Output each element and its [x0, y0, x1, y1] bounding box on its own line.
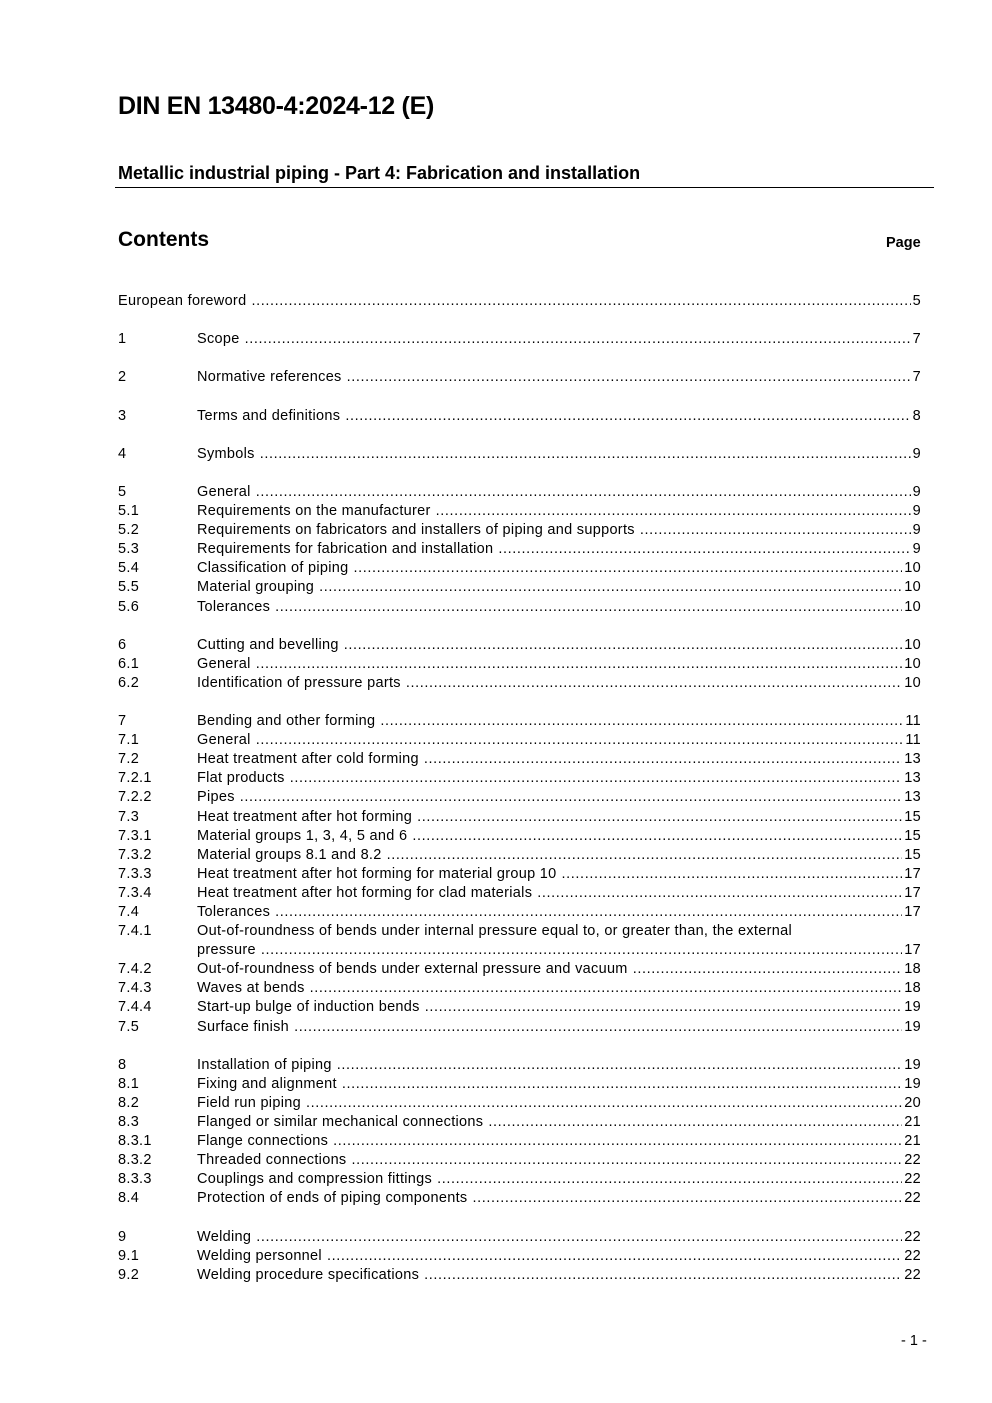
toc-entry[interactable]	[118, 979, 921, 998]
toc-dot-leader	[562, 865, 903, 884]
toc-entry-number: 7.1	[118, 732, 140, 749]
toc-entry[interactable]	[118, 750, 921, 769]
toc-entry[interactable]	[118, 827, 921, 846]
toc-entry[interactable]	[118, 1189, 921, 1208]
toc-entry-title: Flange connections	[197, 1133, 329, 1150]
toc-entry-title: Requirements on fabricators and installers of piping and supports	[197, 522, 635, 539]
toc-dot-leader	[310, 979, 903, 998]
toc-entry-page: 18	[904, 980, 921, 997]
toc-entry[interactable]	[118, 1018, 921, 1037]
toc-entry-page: 8	[912, 407, 921, 424]
toc-dot-leader	[251, 292, 910, 311]
toc-entry-page: 19	[904, 999, 921, 1016]
toc-dot-leader	[353, 559, 902, 578]
toc-entry-page: 22	[904, 1247, 921, 1264]
toc-entry-title: Field run piping	[197, 1094, 301, 1111]
toc-entry-number: 6	[118, 636, 127, 653]
toc-entry-page: 7	[912, 331, 921, 348]
toc-entry[interactable]	[118, 884, 921, 903]
toc-entry[interactable]	[118, 445, 921, 464]
toc-entry-number: 5.1	[118, 503, 140, 520]
toc-entry-number: 7.4.2	[118, 961, 152, 978]
toc-dot-leader	[275, 598, 902, 617]
toc-entry-number: 9.2	[118, 1266, 140, 1283]
toc-entry-page: 17	[904, 884, 921, 901]
toc-entry-number: 8.3.2	[118, 1152, 152, 1169]
toc-entry-page: 13	[904, 789, 921, 806]
toc-entry-title: Tolerances	[197, 904, 271, 920]
toc-entry[interactable]	[118, 788, 921, 807]
toc-entry[interactable]	[118, 521, 921, 540]
toc-entry[interactable]	[118, 712, 921, 731]
toc-entry[interactable]	[118, 1170, 921, 1189]
toc-entry-number: 8.3.1	[118, 1133, 152, 1150]
toc-entry[interactable]	[118, 407, 921, 426]
toc-entry-number: 7.2	[118, 751, 140, 768]
toc-entry[interactable]	[118, 1247, 921, 1266]
toc-entry[interactable]	[118, 655, 921, 674]
toc-entry-number: 7.4	[118, 904, 140, 920]
toc-entry-number: 7.3.4	[118, 884, 152, 901]
page-column-label: Page	[886, 235, 921, 251]
toc-entry[interactable]	[118, 636, 921, 655]
toc-entry-number: 7	[118, 713, 127, 730]
toc-entry-number: 7.3.3	[118, 865, 152, 882]
toc-entry-page: 17	[904, 904, 921, 920]
toc-dot-leader	[633, 960, 903, 979]
toc-dot-leader	[352, 1151, 903, 1170]
toc-entry-title: Out-of-roundness of bends under external pressure and vacuum	[197, 961, 628, 978]
toc-entry-number: 7.2.1	[118, 770, 152, 787]
toc-dot-leader	[425, 998, 903, 1017]
toc-entry-title: Welding procedure specifications	[197, 1266, 420, 1283]
toc-entry-title: European foreword	[118, 293, 247, 309]
toc-entry-title: Requirements for fabrication and installation	[197, 541, 494, 558]
toc-entry-number: 6.2	[118, 674, 140, 691]
toc-entry-title: Material grouping	[197, 579, 315, 596]
toc-entry[interactable]	[118, 483, 921, 502]
toc-entry-page: 11	[905, 732, 921, 749]
toc-entry[interactable]	[118, 292, 921, 311]
toc-entry[interactable]	[118, 578, 921, 597]
toc-dot-leader	[240, 788, 902, 807]
toc-entry[interactable]	[118, 731, 921, 750]
toc-entry-title: Welding personnel	[197, 1247, 322, 1264]
toc-entry-number: 5.5	[118, 579, 140, 596]
toc-entry-page: 18	[904, 961, 921, 978]
toc-entry-number: 7.5	[118, 1018, 140, 1035]
contents-heading: Contents	[118, 228, 209, 251]
toc-entry-number: 5.2	[118, 522, 140, 539]
toc-entry-page: 22	[904, 1152, 921, 1169]
toc-entry[interactable]	[118, 1151, 921, 1170]
toc-dot-leader	[437, 1170, 902, 1189]
toc-entry-page: 9	[912, 522, 921, 539]
toc-entry-title: Fixing and alignment	[197, 1075, 337, 1092]
toc-dot-leader	[256, 1228, 902, 1247]
page-number: - 1 -	[901, 1333, 927, 1349]
toc-dot-leader	[337, 1056, 902, 1075]
toc-entry-number: 9.1	[118, 1247, 140, 1264]
toc-entry-number: 2	[118, 369, 127, 386]
toc-entry[interactable]	[118, 1132, 921, 1151]
toc-entry-page: 7	[912, 369, 921, 386]
toc-entry-number: 9	[118, 1228, 127, 1245]
toc-entry-number: 4	[118, 445, 127, 462]
toc-dot-leader	[294, 1018, 902, 1037]
toc-entry-page: 10	[904, 579, 921, 596]
toc-dot-leader	[488, 1113, 902, 1132]
document-id: DIN EN 13480-4:2024-12 (E)	[118, 92, 434, 120]
toc-dot-leader	[537, 884, 902, 903]
toc-entry-number: 7.3	[118, 808, 140, 825]
toc-entry-page: 10	[904, 636, 921, 653]
toc-entry-page: 9	[912, 503, 921, 520]
toc-entry-page: 19	[904, 1075, 921, 1092]
toc-entry-title: Identification of pressure parts	[197, 674, 401, 691]
toc-entry-number: 7.3.1	[118, 827, 152, 844]
toc-entry-title: General	[197, 655, 251, 672]
toc-dot-leader	[436, 502, 911, 521]
toc-dot-leader	[498, 540, 910, 559]
toc-entry[interactable]	[118, 1075, 921, 1094]
toc-entry-number: 6.1	[118, 655, 140, 672]
toc-entry-page: 9	[912, 445, 921, 462]
toc-entry-page: 10	[904, 560, 921, 577]
toc-entry[interactable]	[118, 808, 921, 827]
toc-dot-leader	[345, 407, 910, 426]
toc-entry[interactable]	[118, 865, 921, 884]
toc-dot-leader	[319, 578, 902, 597]
toc-entry-title: Material groups 1, 3, 4, 5 and 6	[197, 827, 408, 844]
toc-entry-page: 15	[904, 846, 921, 863]
toc-entry-title: Couplings and compression fittings	[197, 1171, 433, 1188]
toc-entry-page: 22	[904, 1228, 921, 1245]
toc-entry-number: 8.3	[118, 1114, 140, 1131]
table-of-contents	[118, 292, 921, 1285]
toc-dot-leader	[417, 808, 902, 827]
toc-entry-page: 10	[904, 598, 921, 615]
toc-entry-page: 5	[912, 293, 921, 309]
toc-entry-number: 5.4	[118, 560, 140, 577]
toc-entry-title: Normative references	[197, 369, 342, 386]
toc-dot-leader	[275, 903, 902, 922]
toc-entry-title: Classification of piping	[197, 560, 349, 577]
toc-dot-leader	[333, 1132, 902, 1151]
document-subtitle: Metallic industrial piping - Part 4: Fabrication and installation	[118, 163, 641, 183]
toc-dot-leader	[472, 1189, 902, 1208]
toc-entry-page: 20	[904, 1094, 921, 1111]
toc-dot-leader	[245, 330, 911, 349]
toc-entry-number: 7.2.2	[118, 789, 152, 806]
toc-entry-title: Installation of piping	[197, 1056, 332, 1073]
toc-entry-title: Scope	[197, 331, 240, 348]
toc-dot-leader	[344, 636, 903, 655]
toc-dot-leader	[380, 712, 903, 731]
toc-entry-title: Welding	[197, 1228, 252, 1245]
toc-entry-title: Start-up bulge of induction bends	[197, 999, 420, 1016]
toc-entry[interactable]	[118, 674, 921, 693]
toc-entry[interactable]	[118, 769, 921, 788]
toc-entry-title: Symbols	[197, 445, 255, 462]
toc-entry-number: 8.3.3	[118, 1171, 152, 1188]
toc-entry-title: Material groups 8.1 and 8.2	[197, 846, 382, 863]
toc-entry-title: Surface finish	[197, 1018, 290, 1035]
toc-entry[interactable]	[118, 903, 921, 922]
title-divider	[115, 187, 934, 188]
toc-entry-title: Tolerances	[197, 598, 271, 615]
toc-entry-title: General	[197, 732, 251, 749]
toc-dot-leader	[406, 674, 902, 693]
toc-entry-number: 7.3.2	[118, 846, 152, 863]
toc-entry[interactable]	[118, 960, 921, 979]
toc-entry-title: Out-of-roundness of bends under internal pressure equal to, or greater than, the external	[197, 923, 792, 940]
toc-entry-title: Terms and definitions	[197, 407, 341, 424]
toc-dot-leader	[260, 445, 911, 464]
toc-entry[interactable]	[118, 540, 921, 559]
toc-entry[interactable]	[118, 998, 921, 1017]
toc-entry[interactable]	[118, 846, 921, 865]
toc-dot-leader	[256, 655, 903, 674]
toc-entry-title: Flat products	[197, 770, 285, 787]
toc-entry-page: 22	[904, 1171, 921, 1188]
toc-dot-leader	[306, 1094, 902, 1113]
toc-entry-number: 8.1	[118, 1075, 140, 1092]
toc-entry-title-continued: pressure	[197, 942, 256, 959]
toc-entry-page: 22	[904, 1266, 921, 1283]
toc-entry-title: Threaded connections	[197, 1152, 347, 1169]
toc-entry-number: 7.4.4	[118, 999, 152, 1016]
toc-dot-leader	[640, 521, 911, 540]
toc-entry-title: Heat treatment after hot forming for clad materials	[197, 884, 533, 901]
toc-dot-leader	[424, 1266, 902, 1285]
toc-entry-title: Cutting and bevelling	[197, 636, 339, 653]
toc-entry-title: Requirements on the manufacturer	[197, 503, 431, 520]
toc-dot-leader	[256, 731, 904, 750]
toc-entry-page: 19	[904, 1056, 921, 1073]
toc-entry-page: 9	[912, 541, 921, 558]
toc-dot-leader	[387, 846, 903, 865]
toc-entry-title: General	[197, 483, 251, 500]
toc-entry-page: 19	[904, 1018, 921, 1035]
toc-entry-title: Protection of ends of piping components	[197, 1190, 468, 1207]
toc-entry-page: 22	[904, 1190, 921, 1207]
toc-entry-page: 15	[904, 808, 921, 825]
toc-entry-page: 9	[912, 483, 921, 500]
toc-entry-page: 13	[904, 751, 921, 768]
toc-entry-page: 21	[904, 1133, 921, 1150]
toc-dot-leader	[342, 1075, 902, 1094]
toc-entry[interactable]	[118, 1266, 921, 1285]
toc-entry-number: 8.4	[118, 1190, 140, 1207]
toc-entry-number: 5.3	[118, 541, 140, 558]
toc-dot-leader	[327, 1247, 902, 1266]
toc-entry-page: 21	[904, 1114, 921, 1131]
toc-dot-leader	[347, 368, 911, 387]
toc-entry[interactable]	[118, 1228, 921, 1247]
toc-entry[interactable]	[118, 1056, 921, 1075]
toc-entry-title: Flanged or similar mechanical connections	[197, 1114, 484, 1131]
toc-dot-leader	[290, 769, 903, 788]
toc-entry[interactable]	[118, 559, 921, 578]
toc-entry[interactable]	[118, 1113, 921, 1132]
toc-dot-leader	[424, 750, 902, 769]
toc-dot-leader	[261, 941, 902, 960]
toc-entry-number: 1	[118, 331, 127, 348]
toc-entry-title: Heat treatment after hot forming	[197, 808, 413, 825]
toc-entry-number: 5	[118, 483, 127, 500]
toc-entry-number: 7.4.3	[118, 980, 152, 997]
toc-entry-title: Heat treatment after cold forming	[197, 751, 419, 768]
toc-entry-number: 7.4.1	[118, 923, 152, 940]
toc-dot-leader	[256, 483, 911, 502]
toc-entry-page: 10	[904, 655, 921, 672]
toc-entry-page: 17	[904, 942, 921, 959]
toc-entry-title: Waves at bends	[197, 980, 305, 997]
toc-entry[interactable]	[118, 1094, 921, 1113]
toc-entry-page: 13	[904, 770, 921, 787]
toc-entry-page: 17	[904, 865, 921, 882]
toc-entry-title: Pipes	[197, 789, 235, 806]
toc-entry-number: 3	[118, 407, 127, 424]
toc-entry[interactable]	[118, 502, 921, 521]
toc-entry-number: 8.2	[118, 1094, 140, 1111]
toc-entry-page: 10	[904, 674, 921, 691]
toc-entry[interactable]	[118, 330, 921, 349]
toc-entry[interactable]	[118, 368, 921, 387]
toc-entry-title: Bending and other forming	[197, 713, 376, 730]
toc-entry-page: 15	[904, 827, 921, 844]
toc-entry[interactable]	[118, 922, 921, 941]
toc-entry-number: 5.6	[118, 598, 140, 615]
toc-entry-continuation[interactable]	[118, 941, 921, 960]
toc-entry-number: 8	[118, 1056, 127, 1073]
toc-entry[interactable]	[118, 598, 921, 617]
toc-entry-page: 11	[905, 713, 921, 730]
toc-entry-title: Heat treatment after hot forming for material group 10	[197, 865, 557, 882]
toc-dot-leader	[412, 827, 902, 846]
